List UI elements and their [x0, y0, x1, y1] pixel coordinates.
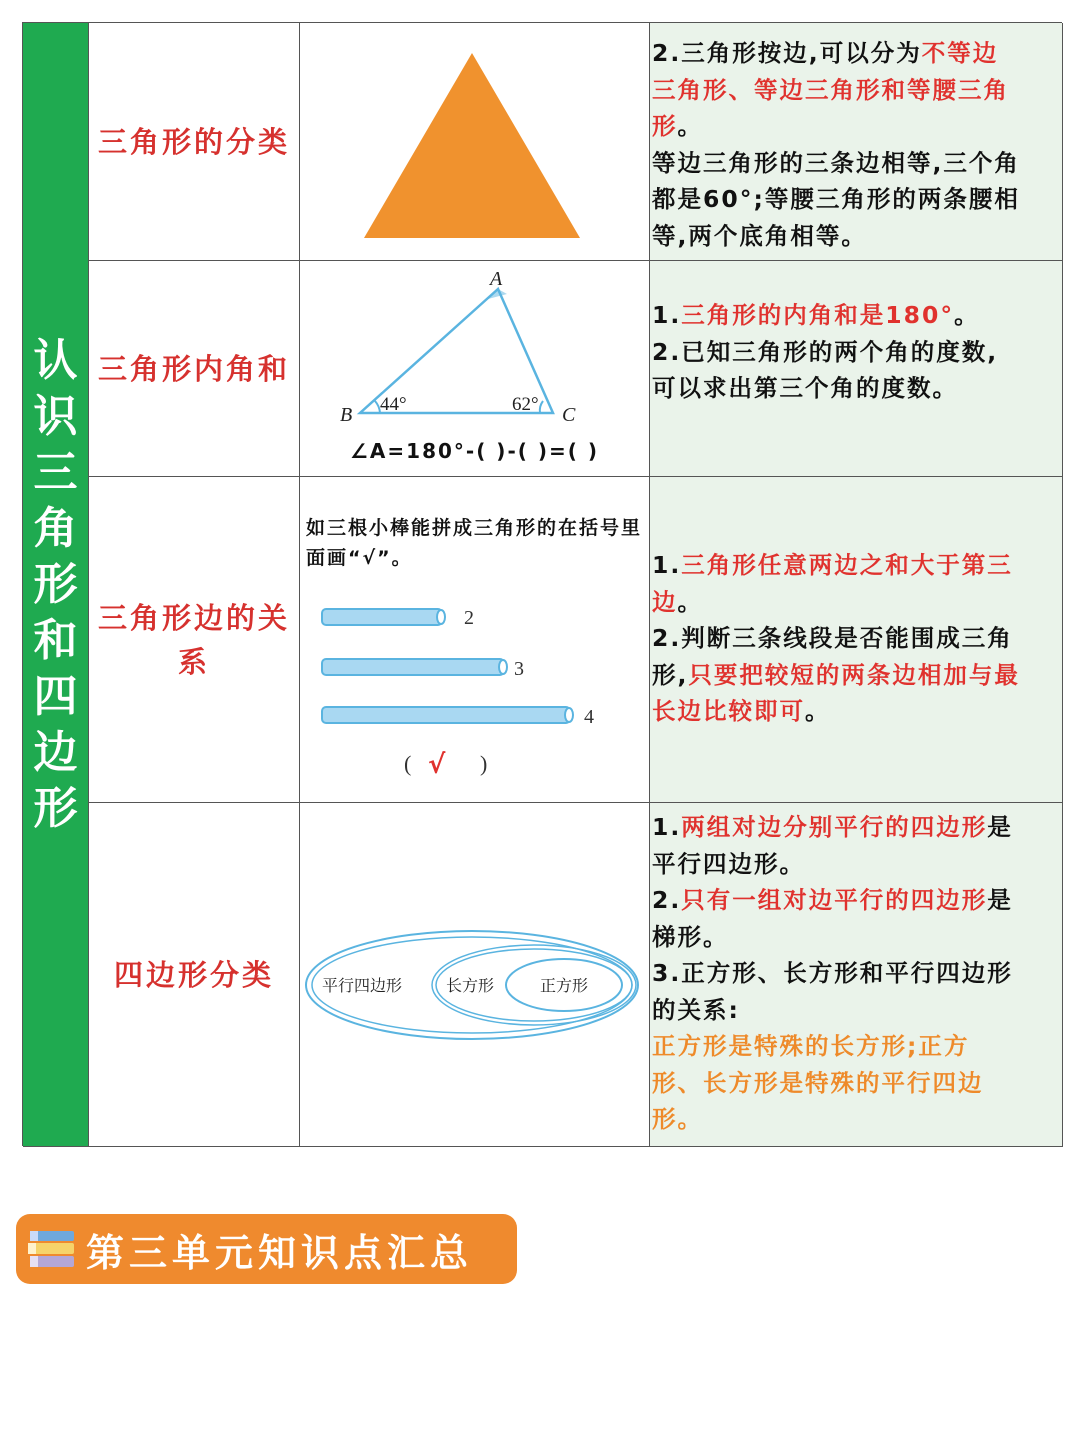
note-segment: 只有一组对边平行的四边形: [681, 886, 988, 914]
note-segment: 。: [805, 697, 831, 725]
angle-c-label: 62°: [512, 394, 539, 415]
note-line: [652, 1065, 1058, 1102]
note-segment: 形: [652, 112, 678, 140]
note-segment: 2.: [652, 886, 682, 914]
note-segment: 1.: [652, 813, 682, 841]
note-segment: 2.已知三角形的两个角的度数,: [652, 337, 999, 366]
side-title-cell: [23, 23, 89, 1147]
note-line: [652, 955, 1058, 992]
note-segment: 1.: [652, 301, 682, 329]
note-segment: 2.判断三条线段是否能围成三角: [652, 624, 1013, 652]
note-angle-sum: [650, 261, 1063, 477]
check-mark-icon: √: [428, 750, 446, 780]
note-line: [652, 846, 1058, 883]
note-segment: 。: [677, 112, 703, 140]
note-lines: [652, 809, 1058, 1138]
note-segment: 正方形是特殊的长方形;正方: [652, 1032, 970, 1060]
note-line: [652, 181, 1058, 218]
note-line: [652, 547, 1058, 584]
note-lines: [652, 297, 1058, 407]
note-segment: 。: [677, 587, 703, 616]
quadrilateral-venn-diagram: [300, 803, 648, 1145]
note-line: [652, 145, 1058, 182]
note-segment: 两组对边分别平行的四边形: [681, 813, 988, 841]
rectangle-label: 长方形: [446, 978, 495, 995]
note-side-relation: [650, 477, 1063, 803]
note-segment: 形: [652, 1105, 678, 1133]
note-line: [652, 1101, 1058, 1138]
angle-b-label: 44°: [380, 394, 407, 415]
answer-open-paren: (: [404, 751, 412, 776]
orange-triangle-figure: [300, 23, 650, 261]
sticks-question: 如三根小棒能拼成三角形的在括号里面画“√”。: [306, 517, 643, 569]
note-line: [652, 919, 1058, 956]
quadrilateral-figure: [300, 803, 650, 1147]
stick-label-4: 4: [584, 706, 594, 728]
vertex-a-label: A: [490, 268, 503, 290]
side-title: 认识三角形和四边形: [33, 334, 78, 834]
angle-sum-figure: [300, 261, 650, 477]
note-line: [652, 35, 1058, 72]
unit-summary-banner: [16, 1214, 517, 1284]
note-line: [652, 992, 1058, 1029]
note-segment: 是: [987, 813, 1013, 841]
note-line: [652, 657, 1058, 694]
angle-formula: ∠A=180°-( )-( )=( ): [349, 439, 599, 463]
topic-triangle-classification: 三角形的分类: [89, 23, 300, 261]
books-icon: [24, 1225, 82, 1273]
orange-triangle-icon: [300, 23, 648, 259]
note-line: [652, 620, 1058, 657]
note-line: [652, 108, 1058, 145]
note-line: [652, 370, 1058, 407]
note-line: [652, 584, 1058, 621]
knowledge-table: [22, 22, 1062, 1146]
note-line: [652, 297, 1058, 334]
note-line: [652, 72, 1058, 109]
topic-angle-sum: 三角形内角和: [89, 261, 300, 477]
note-triangle-classification: [650, 23, 1063, 261]
sticks-diagram: [300, 477, 648, 801]
note-segment: 边: [652, 587, 678, 616]
note-line: [652, 693, 1058, 730]
note-line: [652, 809, 1058, 846]
note-segment: 只要把较短的两条边相加与最: [688, 660, 1020, 689]
note-segment: 平行四边形。: [652, 849, 805, 878]
vertex-b-label: B: [340, 404, 353, 426]
note-segment: 长边比较即可: [652, 697, 805, 725]
note-segment: 梯形。: [652, 922, 729, 951]
note-segment: 等,两个底角相等。: [652, 221, 867, 250]
answer-close-paren: ): [480, 751, 488, 776]
note-segment: 。: [954, 301, 980, 329]
note-segment: 形、长方形是特殊的平行四边: [652, 1068, 984, 1097]
note-segment: 三角形任意两边之和大于第三: [681, 551, 1013, 579]
note-segment: 3.正方形、长方形和平行四边形: [652, 959, 1013, 987]
note-segment: 都是60°;等腰三角形的两条腰相: [652, 185, 1020, 213]
note-segment: 三角形、等边三角形和等腰三角: [652, 75, 1009, 104]
note-segment: 形,: [652, 660, 689, 689]
note-line: [652, 334, 1058, 371]
note-lines: [652, 35, 1058, 254]
note-segment: 2.三角形按边,可以分为: [652, 39, 922, 67]
topic-quadrilateral: 四边形分类: [89, 803, 300, 1147]
note-segment: 。: [677, 1105, 703, 1133]
note-segment: 等边三角形的三条边相等,三个角: [652, 148, 1020, 177]
sticks-figure: [300, 477, 650, 803]
note-segment: 不等边: [921, 39, 999, 67]
stick-label-2: 2: [464, 607, 474, 629]
note-segment: 是: [987, 886, 1013, 914]
parallelogram-label: 平行四边形: [322, 978, 403, 995]
vertex-c-label: C: [562, 404, 576, 426]
note-segment: 1.: [652, 551, 682, 579]
square-label: 正方形: [540, 978, 589, 995]
note-line: [652, 882, 1058, 919]
note-line: [652, 1028, 1058, 1065]
note-quadrilateral: [650, 803, 1063, 1147]
note-lines: [652, 547, 1058, 730]
note-segment: 的关系:: [652, 995, 740, 1024]
note-segment: 三角形的内角和是180°: [681, 301, 955, 329]
note-line: [652, 218, 1058, 255]
banner-title: 第三单元知识点汇总: [86, 1230, 474, 1275]
topic-side-relation: 三角形边的关系: [89, 477, 300, 803]
stick-label-3: 3: [514, 658, 524, 680]
note-segment: 可以求出第三个角的度数。: [652, 374, 958, 402]
